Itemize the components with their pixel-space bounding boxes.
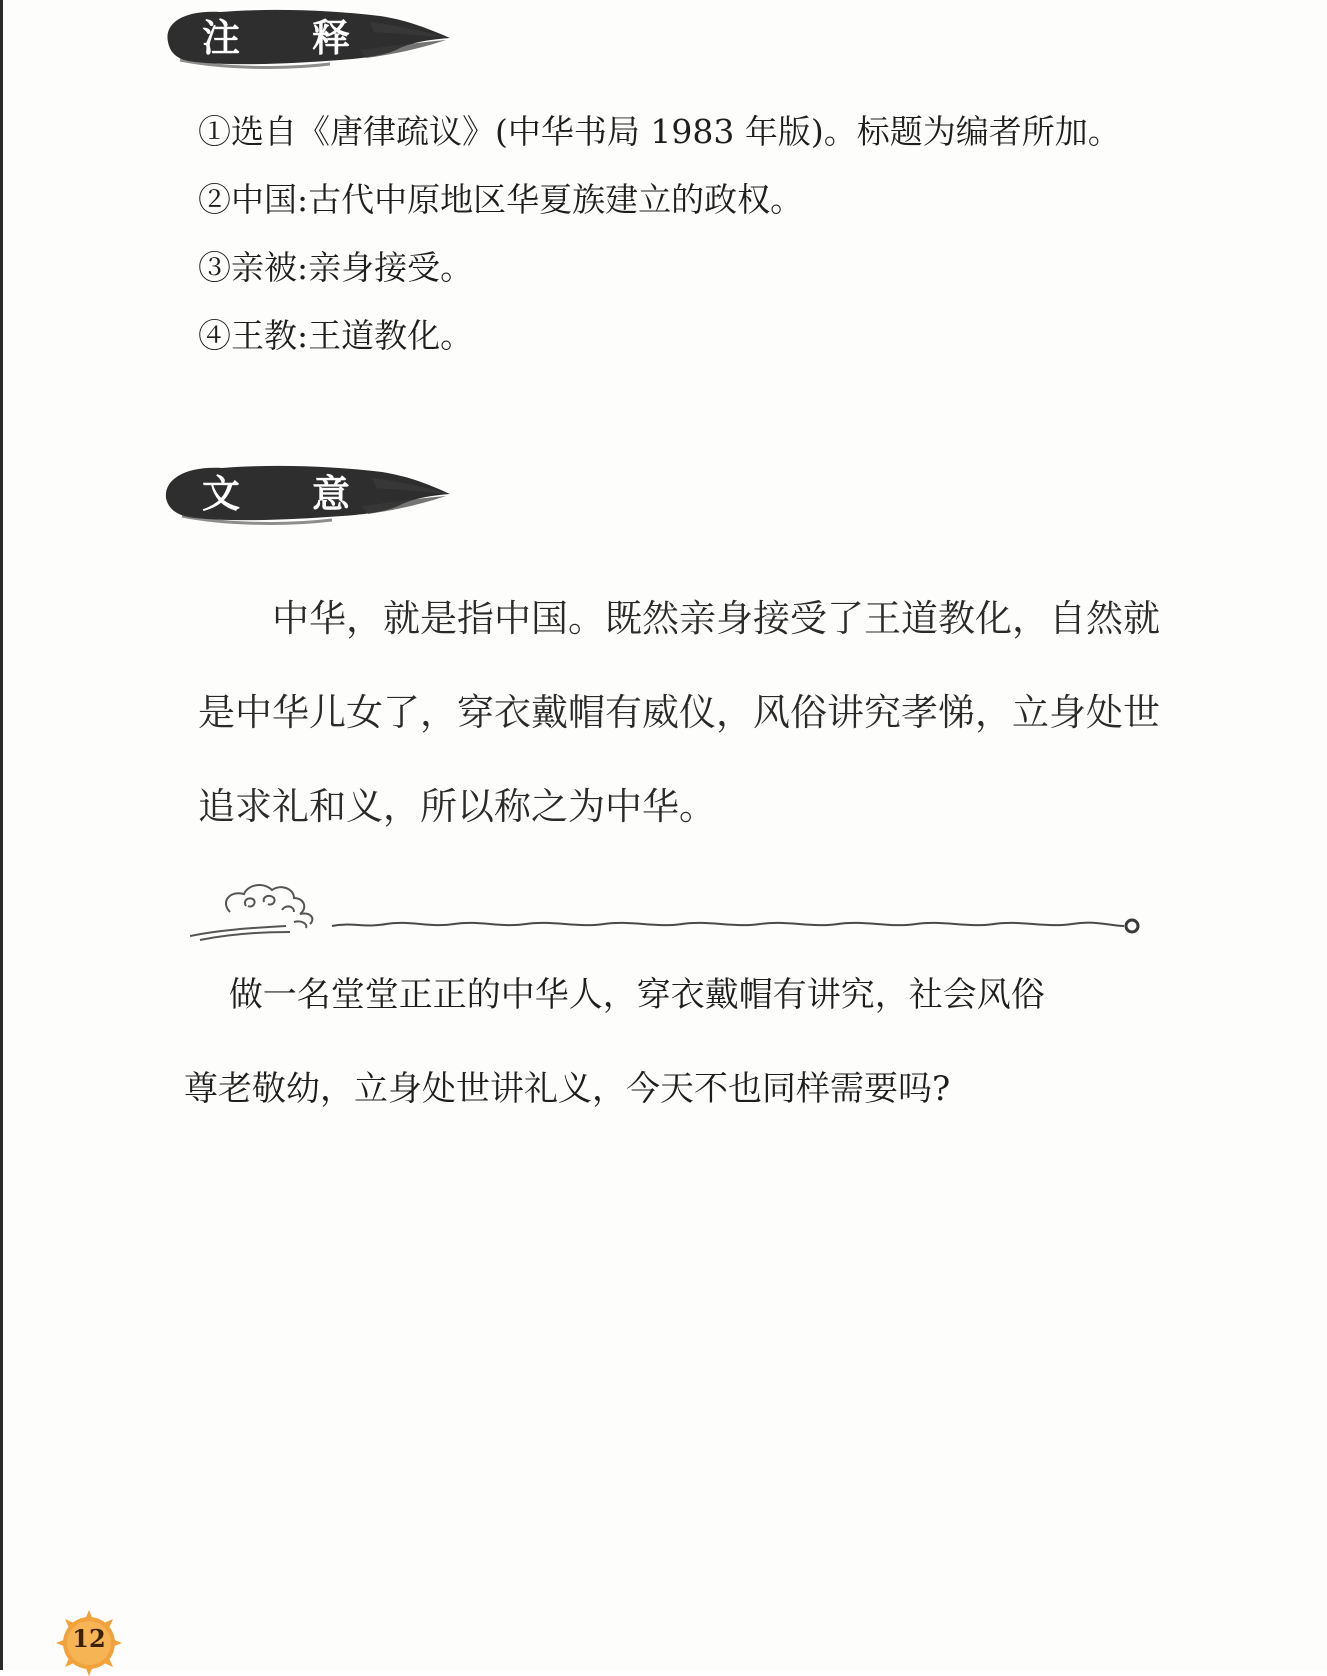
note-item-3: ③亲被:亲身接受。: [198, 248, 474, 287]
auspicious-cloud-icon: [190, 876, 1220, 946]
meaning-line-3: 追求礼和义，所以称之为中华。: [198, 785, 716, 828]
reflection-line-2: 尊老敬幼，立身处世讲礼义，今天不也同样需要吗?: [184, 1069, 951, 1109]
notes-header-char-2: 释: [312, 15, 351, 60]
notes-section-header: [160, 2, 450, 78]
note-item-4: ④王教:王道教化。: [198, 316, 474, 355]
reflection-paragraph: [184, 948, 1224, 1136]
notes-list: [198, 98, 1278, 370]
notes-header-char-1: 注: [202, 15, 241, 60]
page-number-badge: [56, 1610, 122, 1676]
note-item-2: ②中国:古代中原地区华夏族建立的政权。: [198, 180, 804, 219]
meaning-line-2: 是中华儿女了，穿衣戴帽有威仪，风俗讲究孝悌，立身处世: [198, 691, 1160, 734]
meaning-header-char-1: 文: [202, 471, 241, 516]
reflection-line-1: 做一名堂堂正正的中华人，穿衣戴帽有讲究，社会风俗: [184, 975, 1045, 1015]
meaning-section-header: [160, 456, 450, 532]
page-number: 12: [72, 1624, 106, 1653]
meaning-paragraph: [198, 572, 1233, 854]
page-edge: [0, 0, 3, 1670]
note-item-1: ①选自《唐律疏议》(中华书局 1983 年版)。标题为编者所加。: [198, 112, 1121, 151]
meaning-line-1: 中华，就是指中国。既然亲身接受了王道教化，自然就: [198, 597, 1160, 640]
cloud-divider: [190, 876, 1220, 946]
meaning-header-char-2: 意: [312, 471, 351, 516]
